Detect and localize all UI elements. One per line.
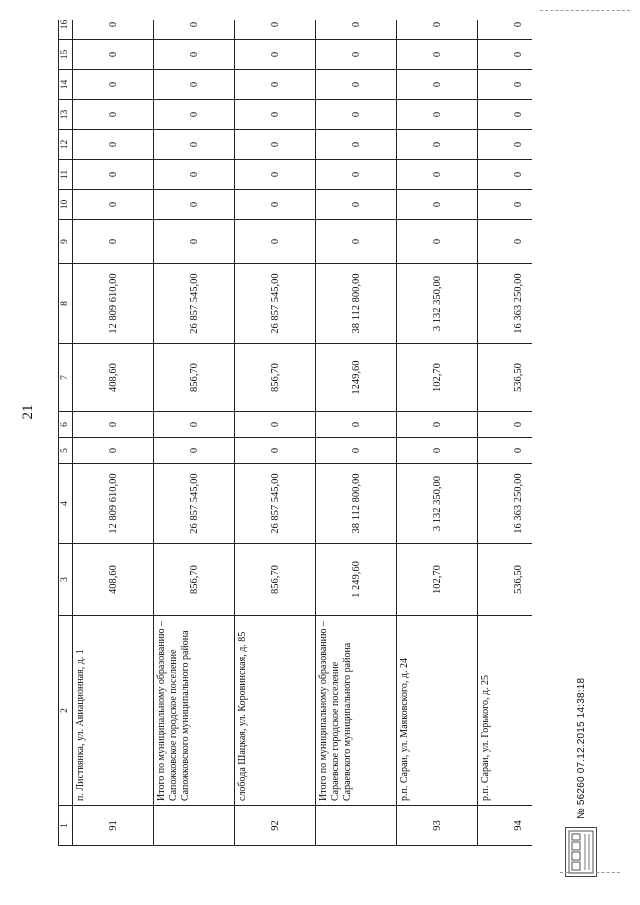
column-number-cell: 12 [59,130,73,160]
value-cell: 0 [397,220,478,264]
value-cell: 0 [73,40,154,70]
value-cell: 0 [316,160,397,190]
address-cell: п. Листвянка, ул. Авиационная, д. 1 [73,616,154,806]
value-cell: 0 [235,70,316,100]
value-cell: 0 [397,130,478,160]
value-cell: 856,70 [154,344,235,412]
value-cell: 0 [73,130,154,160]
value-cell: 856,70 [154,544,235,616]
column-number-cell: 11 [59,160,73,190]
value-cell: 0 [397,70,478,100]
value-cell: 0 [316,412,397,438]
value-cell: 0 [478,20,533,40]
value-cell: 0 [235,220,316,264]
value-cell: 0 [397,190,478,220]
table-row [73,20,154,846]
column-number-cell: 1 [59,806,73,846]
value-cell: 0 [154,160,235,190]
column-number-cell: 7 [59,344,73,412]
value-cell: 0 [316,70,397,100]
value-cell: 0 [73,220,154,264]
value-cell: 0 [397,100,478,130]
column-number-cell: 5 [59,438,73,464]
column-number-cell: 3 [59,544,73,616]
value-cell: 0 [73,20,154,40]
value-cell: 0 [397,438,478,464]
value-cell: 0 [478,412,533,438]
value-cell: 408,60 [73,544,154,616]
scan-artifact-line [540,10,630,11]
value-cell: 26 857 545,00 [235,464,316,544]
value-cell: 0 [478,190,533,220]
value-cell: 38 112 800,00 [316,464,397,544]
column-number-cell: 16 [59,20,73,40]
value-cell: 0 [316,190,397,220]
value-cell: 26 857 545,00 [154,464,235,544]
scan-artifact-line [560,872,620,873]
value-cell: 0 [235,190,316,220]
value-cell: 0 [478,220,533,264]
value-cell: 0 [316,20,397,40]
value-cell: 408,60 [73,344,154,412]
value-cell: 102,70 [397,344,478,412]
value-cell: 0 [397,40,478,70]
value-cell: 12 809 610,00 [73,464,154,544]
address-cell: Итого по муниципальному образованию – Сапожковское городское поселение Сапожковского муниципального района [154,616,235,806]
value-cell: 0 [235,412,316,438]
column-number-cell: 8 [59,264,73,344]
value-cell: 0 [478,100,533,130]
registration-stamp-icon [565,827,597,877]
value-cell: 536,50 [478,344,533,412]
value-cell: 0 [316,100,397,130]
value-cell: 0 [397,20,478,40]
value-cell: 856,70 [235,344,316,412]
value-cell: 0 [154,40,235,70]
value-cell: 0 [478,70,533,100]
value-cell: 12 809 610,00 [73,264,154,344]
value-cell: 0 [154,190,235,220]
row-number-cell: 91 [73,806,154,846]
value-cell: 856,70 [235,544,316,616]
value-cell: 0 [235,130,316,160]
value-cell: 0 [154,130,235,160]
table-row [397,20,478,846]
column-number-cell: 4 [59,464,73,544]
row-number-cell [316,806,397,846]
value-cell: 0 [154,20,235,40]
value-cell: 3 132 350,00 [397,464,478,544]
address-cell: Итого по муниципальному образованию – Сараевское городское поселение Сараевского муниципального района [316,616,397,806]
address-cell: р.п. Сараи, ул. Горького, д. 25 [478,616,533,806]
column-number-cell: 15 [59,40,73,70]
value-cell: 0 [73,190,154,220]
address-cell: слобода Шацкая, ул. Коровинская, д. 85 [235,616,316,806]
page-number: 21 [20,404,36,420]
row-number-cell: 93 [397,806,478,846]
value-cell: 0 [154,412,235,438]
value-cell: 0 [235,20,316,40]
value-cell: 26 857 545,00 [235,264,316,344]
value-cell: 0 [235,160,316,190]
value-cell: 0 [235,40,316,70]
value-cell: 0 [154,70,235,100]
value-cell: 16 363 250,00 [478,464,533,544]
value-cell: 0 [478,160,533,190]
value-cell: 38 112 800,00 [316,264,397,344]
value-cell: 0 [73,70,154,100]
value-cell: 0 [235,438,316,464]
value-cell: 0 [316,40,397,70]
column-number-cell: 14 [59,70,73,100]
value-cell: 1249,60 [316,344,397,412]
column-number-cell: 6 [59,412,73,438]
column-number-row [59,20,73,846]
value-cell: 0 [73,160,154,190]
address-cell: р.п. Сараи, ул. Маяковского, д. 24 [397,616,478,806]
value-cell: 0 [235,100,316,130]
value-cell: 102,70 [397,544,478,616]
value-cell: 3 132 350,00 [397,264,478,344]
value-cell: 0 [478,40,533,70]
row-number-cell: 94 [478,806,533,846]
column-number-cell: 2 [59,616,73,806]
row-number-cell: 92 [235,806,316,846]
column-number-cell: 9 [59,220,73,264]
value-cell: 0 [478,130,533,160]
value-cell: 0 [154,100,235,130]
value-cell: 0 [154,220,235,264]
value-cell: 0 [316,220,397,264]
value-cell: 0 [316,130,397,160]
column-number-cell: 13 [59,100,73,130]
document-table-area [58,20,532,846]
value-cell: 0 [154,438,235,464]
row-number-cell [154,806,235,846]
table-row [478,20,533,846]
value-cell: 0 [478,438,533,464]
value-cell: 16 363 250,00 [478,264,533,344]
value-cell: 26 857 545,00 [154,264,235,344]
value-cell: 0 [316,438,397,464]
value-cell: 536,50 [478,544,533,616]
column-number-cell: 10 [59,190,73,220]
registration-number: № 56260 07.12.2015 14:38:18 [575,677,587,819]
value-cell: 0 [397,160,478,190]
value-cell: 0 [73,412,154,438]
value-cell: 0 [73,100,154,130]
table-row [316,20,397,846]
register-table [58,20,532,846]
value-cell: 0 [397,412,478,438]
value-cell: 0 [73,438,154,464]
value-cell: 1 249,60 [316,544,397,616]
registration-footer [556,607,606,877]
table-row [154,20,235,846]
table-row [235,20,316,846]
